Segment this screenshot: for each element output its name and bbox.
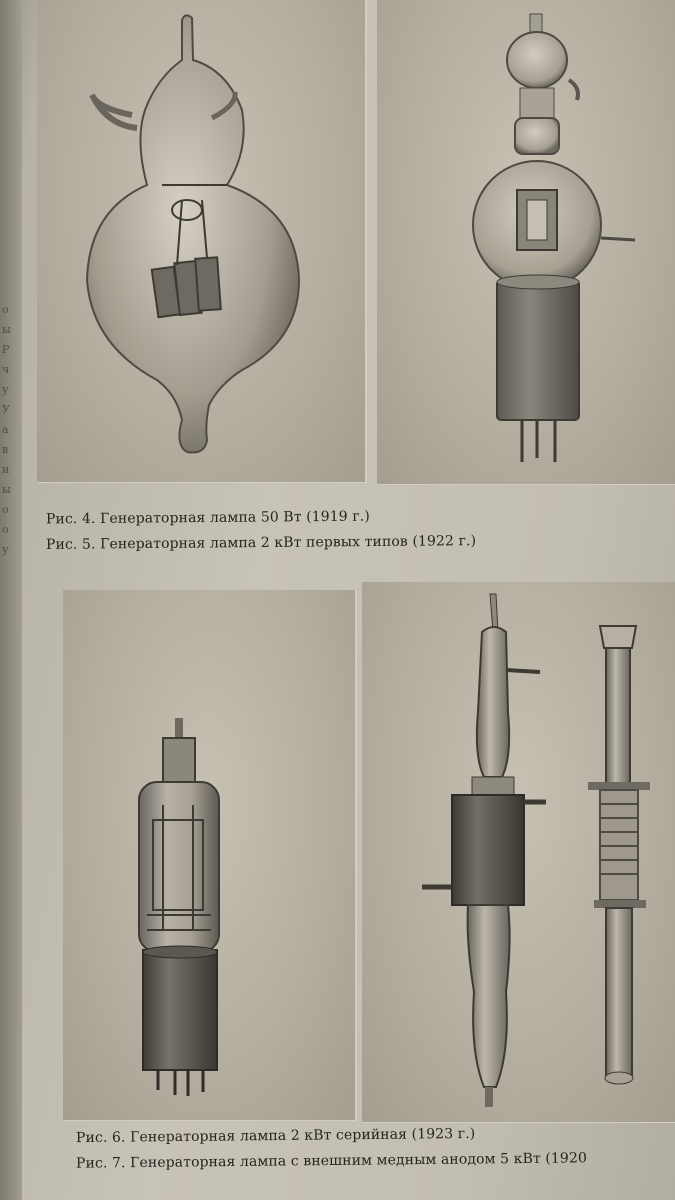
figure-7-photo [362, 582, 675, 1123]
figure-6-caption: Рис. 6. Генераторная лампа 2 кВт серийная (1923 г.) [75, 1125, 476, 1147]
figure-4-photo [37, 0, 367, 483]
generator-lamp-5kw-copper-anode-illustration [362, 582, 675, 1122]
figure-6-photo [63, 590, 357, 1121]
figure-7-caption: Рис. 7. Генераторная лампа с внешним медным анодом 5 кВт (1920 [75, 1150, 588, 1172]
book-spine-edge [0, 0, 22, 1200]
figure-5-caption: Рис. 5. Генераторная лампа 2 кВт первых типов (1922 г.) [45, 533, 477, 553]
generator-lamp-2kw-early-illustration [377, 0, 675, 484]
generator-lamp-50w-illustration [37, 0, 365, 482]
generator-lamp-2kw-serial-illustration [63, 590, 355, 1120]
figure-5-photo [377, 0, 675, 485]
previous-page-text-fragment: о ы Р ч у У а в и ы о о у [2, 303, 11, 556]
figure-4-caption: Рис. 4. Генераторная лампа 50 Вт (1919 г.) [45, 508, 370, 528]
